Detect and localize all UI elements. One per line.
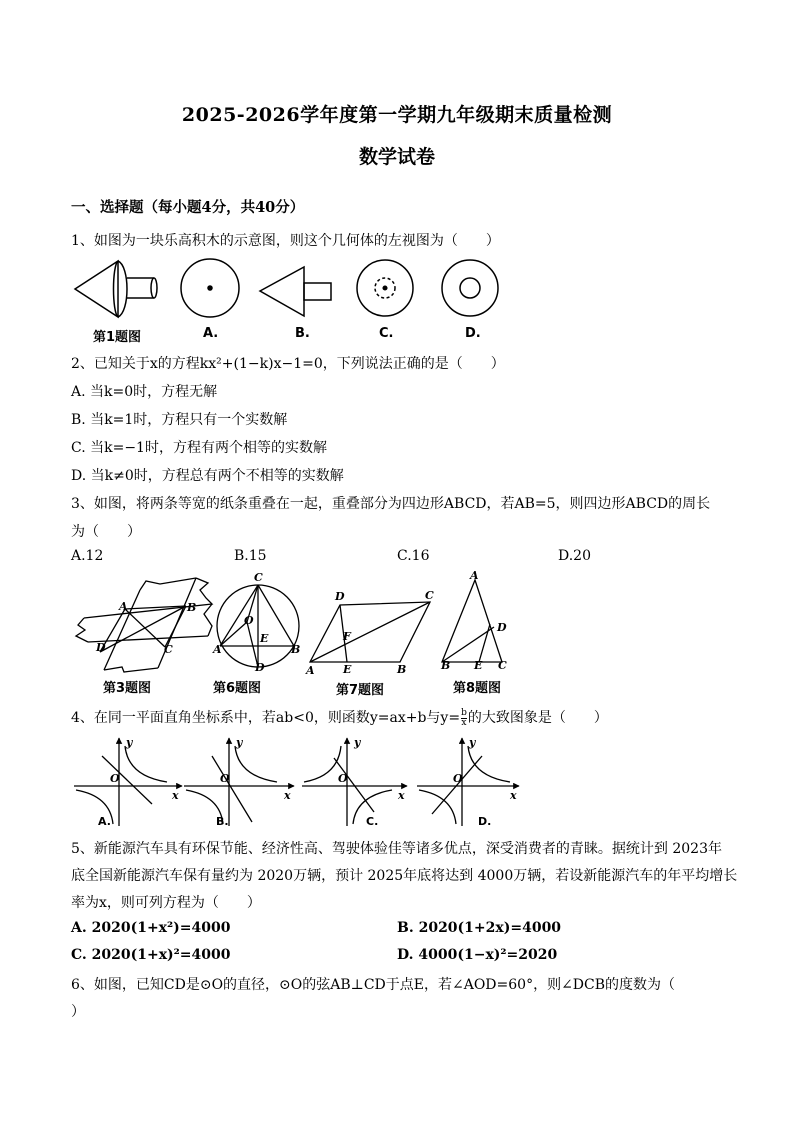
q4-stem-after: 的大致图象是（ ）: [467, 710, 608, 726]
q4-graph-d: [417, 738, 519, 826]
q2-option-b: B. 当k=1时，方程只有一个实数解: [71, 412, 288, 428]
option-c-drawing: [357, 260, 413, 316]
q3-option-a: A.12: [71, 548, 104, 564]
q4-a-y-label: y: [126, 736, 133, 749]
q4-caption-c: C.: [366, 815, 379, 828]
fig6-label-a: A: [213, 643, 222, 656]
fig6-label-o: O: [244, 614, 254, 627]
q5-line2: 底全国新能源汽车保有量约为 2020万辆，预计 2025年底将达到 4000万辆，若设新能源汽车的年平均增长: [71, 868, 738, 884]
fig7-label-d: D: [335, 590, 345, 603]
q4-d-y-label: y: [469, 736, 476, 749]
q2-option-d: D. 当k≠0时，方程总有两个不相等的实数解: [71, 468, 344, 484]
q5-option-c: C. 2020(1+x)²=4000: [71, 947, 231, 963]
fig6-drawing: [217, 585, 299, 667]
q4-a-o-label: O: [110, 772, 120, 785]
q6-line1: 6、如图，已知CD是⊙O的直径，⊙O的弦AB⊥CD于点E，若∠AOD=60°，则∠DCB的度数为（: [71, 977, 676, 993]
fig7-label-a: A: [306, 664, 315, 677]
q4-b-y-label: y: [236, 736, 243, 749]
q4-caption-d: D.: [478, 815, 492, 828]
option-d-drawing: [442, 260, 498, 316]
fig8-label-d: D: [497, 621, 507, 634]
fig8-label-e: E: [474, 659, 483, 672]
fig6-label-e: E: [260, 632, 269, 645]
fig3-label-c: C: [164, 643, 173, 656]
q4-b-o-label: O: [220, 772, 230, 785]
fig6-label-d: D: [255, 661, 265, 674]
q3-stem-line1: 3、如图，将两条等宽的纸条重叠在一起，重叠部分为四边形ABCD，若AB=5，则四边形ABCD的周长: [71, 496, 711, 512]
q4-graph-b: [184, 738, 294, 826]
fig8-label-a: A: [470, 569, 479, 582]
q4-fraction: [461, 709, 467, 728]
fig7-drawing: [310, 602, 430, 662]
q4-graph-a: [74, 738, 182, 826]
q5-option-b: B. 2020(1+2x)=4000: [397, 920, 562, 936]
lego-brick-drawing: [75, 261, 157, 317]
fig6-label-c: C: [254, 571, 263, 584]
figures-row: [70, 570, 520, 680]
q4-d-x-label: x: [510, 789, 517, 802]
fig8-caption: 第8题图: [453, 681, 502, 696]
fig3-label-d: D: [96, 641, 106, 654]
fig3-label-a: A: [119, 600, 128, 613]
fig3-label-b: B: [187, 601, 197, 614]
q4-stem-before: 4、在同一平面直角坐标系中，若ab<0，则函数y=ax+b与y=: [71, 710, 461, 726]
q4-frac-den: x: [461, 717, 467, 728]
fig7-label-c: C: [425, 589, 434, 602]
q4-stem: [71, 707, 608, 728]
exam-title: 2025-2026学年度第一学期九年级期末质量检测: [181, 104, 613, 126]
fig8-drawing: [442, 580, 502, 662]
q4-c-x-label: x: [398, 789, 405, 802]
q5-option-d: D. 4000(1−x)²=2020: [397, 947, 558, 963]
q1-stem: 1、如图为一块乐高积木的示意图，则这个几何体的左视图为（ ）: [71, 233, 500, 249]
fig3-caption: 第3题图: [103, 681, 152, 696]
fig3-drawing: [76, 578, 212, 672]
fig7-label-e: E: [343, 663, 352, 676]
fig6-label-b: B: [291, 643, 301, 656]
q1-caption-d: D.: [465, 326, 481, 341]
q6-line2: ）: [71, 1004, 85, 1020]
q4-caption-b: B.: [216, 815, 229, 828]
q3-stem-line2: 为（ ）: [71, 524, 141, 540]
q5-line3: 率为x，则可列方程为（ ）: [71, 895, 261, 911]
q4-d-o-label: O: [453, 772, 463, 785]
option-a-drawing: [181, 259, 239, 317]
fig6-caption: 第6题图: [213, 681, 262, 696]
option-b-drawing: [260, 267, 331, 316]
q4-b-x-label: x: [284, 789, 291, 802]
q3-option-d: D.20: [558, 548, 591, 564]
q4-c-o-label: O: [338, 772, 348, 785]
q1-caption-c: C.: [379, 326, 394, 341]
q4-c-y-label: y: [354, 736, 361, 749]
fig7-label-b: B: [397, 663, 407, 676]
q2-option-c: C. 当k=−1时，方程有两个相等的实数解: [71, 440, 327, 456]
section-heading: 一、选择题（每小题4分，共40分）: [71, 199, 305, 216]
fig7-caption: 第7题图: [336, 683, 385, 698]
q4-caption-a: A.: [98, 815, 111, 828]
q5-option-a: A. 2020(1+x²)=4000: [71, 920, 231, 936]
q4-graph-c: [302, 738, 407, 826]
q3-option-c: C.16: [397, 548, 430, 564]
fig8-label-b: B: [441, 659, 451, 672]
q4-a-x-label: x: [172, 789, 179, 802]
q4-frac-num: b: [461, 707, 467, 718]
fig7-label-f: F: [343, 630, 351, 643]
exam-subtitle: 数学试卷: [358, 146, 435, 168]
q5-line1: 5、新能源汽车具有环保节能、经济性高、驾驶体验佳等诸多优点，深受消费者的青睐。据统计到 2023年: [71, 841, 722, 857]
q2-option-a: A. 当k=0时，方程无解: [71, 384, 218, 400]
q1-caption-b: B.: [295, 326, 310, 341]
q2-stem: 2、已知关于x的方程kx²+(1−k)x−1=0，下列说法正确的是（ ）: [71, 356, 505, 372]
fig8-label-c: C: [498, 659, 507, 672]
q1-caption-a: A.: [203, 326, 219, 341]
q3-option-b: B.15: [234, 548, 267, 564]
q1-caption-figure: 第1题图: [93, 330, 142, 345]
